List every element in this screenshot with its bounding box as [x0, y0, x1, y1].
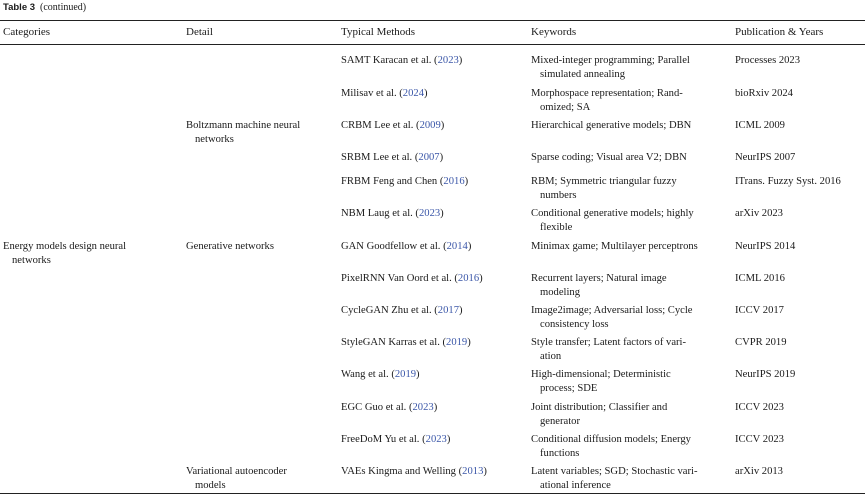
citation-year-link[interactable]: 2024: [402, 88, 424, 99]
method-text: PixelRNN Van Oord et al. (: [341, 273, 458, 284]
method-cell: [341, 401, 437, 415]
method-cell: [341, 304, 463, 318]
keywords-line-1: Sparse coding; Visual area V2; DBN: [531, 152, 687, 163]
method-close-paren: ): [483, 466, 487, 477]
keywords-line-2: generator: [540, 415, 580, 427]
keywords-cell: [531, 272, 667, 299]
method-close-paren: ): [479, 273, 483, 284]
method-text: CRBM Lee et al. (: [341, 120, 420, 131]
publication-cell: NeurIPS 2014: [735, 241, 796, 252]
keywords-cell: [531, 304, 693, 331]
keywords-line-1: Recurrent layers; Natural image: [531, 273, 667, 284]
method-cell: [341, 336, 471, 350]
keywords-line-1: Hierarchical generative models; DBN: [531, 120, 692, 131]
publication-cell: Processes 2023: [735, 55, 801, 66]
publication-cell: bioRxiv 2024: [735, 88, 793, 99]
keywords-cell: [531, 54, 690, 81]
method-text: StyleGAN Karras et al. (: [341, 337, 447, 348]
keywords-line-1: Joint distribution; Classifier and: [531, 402, 668, 413]
method-text: VAEs Kingma and Welling (: [341, 466, 463, 477]
publication-cell: ICML 2016: [735, 273, 785, 284]
keywords-line-2: numbers: [540, 189, 577, 201]
keywords-line-2: ational inference: [540, 479, 611, 491]
publication-cell: NeurIPS 2019: [735, 369, 796, 380]
method-text: SRBM Lee et al. (: [341, 152, 419, 163]
category-line-2: networks: [12, 254, 51, 266]
keywords-line-2: functions: [540, 447, 580, 459]
keywords-line-2: simulated annealing: [540, 68, 626, 80]
keywords-line-1: Minimax game; Multilayer perceptrons: [531, 241, 698, 252]
citation-year-link[interactable]: 2016: [457, 273, 480, 284]
keywords-cell: [531, 336, 686, 363]
detail-vae-line-2: models: [195, 479, 226, 491]
method-text: EGC Guo et al. (: [341, 402, 413, 413]
detail-generative: [186, 240, 274, 254]
keywords-cell: [531, 119, 691, 133]
method-close-paren: ): [439, 152, 444, 163]
table-caption: [3, 2, 86, 14]
publication-cell: ICCV 2023: [735, 402, 784, 413]
citation-year-link[interactable]: 2023: [418, 208, 441, 219]
header-categories: Categories: [3, 26, 51, 38]
method-close-paren: ): [458, 55, 463, 66]
table-caption-text: (continued): [40, 2, 87, 13]
detail-generative-line-1: Generative networks: [186, 241, 274, 252]
method-cell: [341, 54, 462, 68]
method-cell: [341, 151, 443, 165]
keywords-cell: [531, 401, 667, 428]
method-close-paren: ): [446, 434, 451, 445]
keywords-line-1: High-dimensional; Deterministic: [531, 369, 671, 380]
publication-cell: ICCV 2023: [735, 434, 784, 445]
header-typical-methods: Typical Methods: [341, 26, 416, 38]
method-text: FRBM Feng and Chen (: [341, 176, 444, 187]
keywords-cell: [531, 207, 694, 234]
keywords-cell: [531, 433, 691, 460]
method-cell: [341, 433, 450, 447]
method-text: Milisav et al. (: [341, 88, 403, 99]
citation-year-link[interactable]: 2017: [437, 305, 459, 316]
keywords-line-1: Latent variables; SGD; Stochastic vari-: [531, 466, 698, 477]
method-text: NBM Laug et al. (: [341, 208, 419, 219]
bottom-rule: [0, 493, 865, 494]
category-line-1: Energy models design neural: [3, 241, 127, 252]
keywords-cell: [531, 368, 671, 395]
method-text: SAMT Karacan et al. (: [341, 55, 438, 66]
keywords-line-2: consistency loss: [540, 318, 609, 330]
citation-year-link[interactable]: 2023: [437, 55, 459, 66]
keywords-cell: [531, 175, 677, 202]
method-cell: [341, 240, 471, 254]
method-close-paren: ): [433, 402, 438, 413]
header-rule: [0, 44, 865, 45]
method-close-paren: ): [467, 337, 471, 348]
method-close-paren: ): [423, 88, 428, 99]
publication-cell: arXiv 2023: [735, 208, 783, 219]
category-cell: [3, 240, 126, 267]
method-close-paren: ): [440, 120, 445, 131]
header-detail: Detail: [186, 26, 213, 38]
keywords-cell: [531, 87, 683, 114]
detail-boltzmann-line-1: Boltzmann machine neural: [186, 120, 301, 131]
method-close-paren: ): [440, 208, 444, 219]
citation-year-link[interactable]: 2007: [418, 152, 440, 163]
citation-year-link[interactable]: 2023: [425, 434, 447, 445]
publication-cell: ICCV 2017: [735, 305, 784, 316]
method-cell: [341, 272, 483, 286]
detail-boltzmann: [186, 119, 300, 146]
method-close-paren: ): [416, 369, 420, 380]
method-text: Wang et al. (: [341, 369, 395, 380]
method-text: FreeDoM Yu et al. (: [341, 434, 426, 445]
publication-cell: ITrans. Fuzzy Syst. 2016: [735, 176, 841, 187]
citation-year-link[interactable]: 2023: [412, 402, 434, 413]
publication-cell: NeurIPS 2007: [735, 152, 796, 163]
method-cell: [341, 87, 428, 101]
citation-year-link[interactable]: 2014: [446, 241, 468, 252]
keywords-line-2: modeling: [540, 286, 581, 298]
top-rule: [0, 20, 865, 21]
keywords-cell: [531, 240, 698, 254]
keywords-line-1: Conditional generative models; highly: [531, 208, 694, 219]
keywords-line-1: Conditional diffusion models; Energy: [531, 434, 691, 445]
method-close-paren: ): [458, 305, 463, 316]
keywords-line-2: omized; SA: [540, 101, 591, 113]
citation-year-link[interactable]: 2016: [443, 176, 465, 187]
keywords-line-1: Mixed-integer programming; Parallel: [531, 55, 690, 66]
keywords-line-1: Morphospace representation; Rand-: [531, 88, 683, 99]
table-label: Table 3: [3, 2, 36, 13]
method-text: CycleGAN Zhu et al. (: [341, 305, 438, 316]
method-text: GAN Goodfellow et al. (: [341, 241, 447, 252]
keywords-line-1: Image2image; Adversarial loss; Cycle: [531, 305, 693, 316]
method-close-paren: ): [467, 241, 472, 252]
citation-year-link[interactable]: 2009: [419, 120, 441, 131]
keywords-line-2: process; SDE: [540, 382, 598, 394]
method-cell: [341, 207, 444, 221]
header-keywords: Keywords: [531, 26, 577, 38]
method-cell: [341, 119, 444, 133]
method-cell: [341, 368, 420, 382]
detail-vae-line-1: Variational autoencoder: [186, 466, 287, 477]
detail-boltzmann-line-2: networks: [195, 133, 234, 145]
detail-vae: [186, 465, 287, 492]
citation-year-link[interactable]: 2013: [462, 466, 484, 477]
keywords-cell: [531, 465, 698, 492]
citation-year-link[interactable]: 2019: [394, 369, 417, 380]
citation-year-link[interactable]: 2019: [446, 337, 468, 348]
keywords-line-2: flexible: [540, 221, 573, 233]
publication-cell: ICML 2009: [735, 120, 785, 131]
method-close-paren: ): [464, 176, 469, 187]
publication-cell: arXiv 2013: [735, 466, 783, 477]
keywords-line-1: Style transfer; Latent factors of vari-: [531, 337, 687, 348]
method-cell: [341, 465, 487, 479]
method-cell: [341, 175, 468, 189]
keywords-line-2: ation: [540, 350, 562, 362]
keywords-line-1: RBM; Symmetric triangular fuzzy: [531, 176, 677, 187]
header-publication-years: Publication & Years: [735, 26, 824, 38]
publication-cell: CVPR 2019: [735, 337, 787, 348]
keywords-cell: [531, 151, 687, 165]
